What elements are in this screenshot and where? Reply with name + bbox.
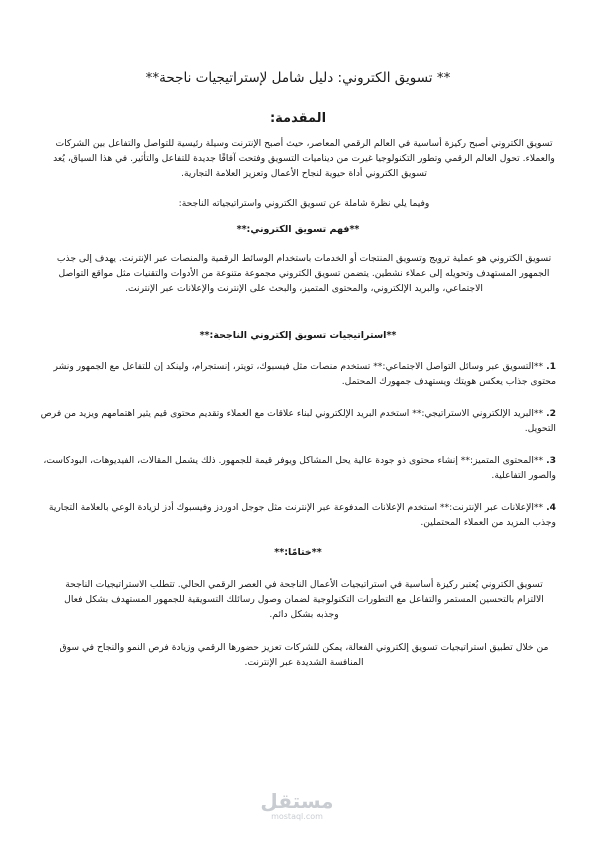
strategy-number: 3. [546,455,556,466]
document-title: ** تسويق الكتروني: دليل شامل لإستراتيجيات ناجحة** [145,70,451,86]
conclusion-heading: **ختامًا:** [274,547,322,558]
strategy-item [40,359,556,389]
intro-paragraph: تسويق الكتروني أصبح ركيزة أساسية في العالم الرقمي المعاصر، حيث أصبح الإنترنت وسيلة رئيسية للتواصل والتفاعل بين الشركات والعملاء. تحول العالم الرقمي وتطور التكنولوجيا غيرت من ديناميات التسويق وفتحت آفاقًا جديدة للتفاعل والتأثير. في هذا السياق، يُعد تسويق الكتروني أداة حيوية لنجاح الأعمال وتعزيز العلامة التجارية. [53,138,555,179]
watermark-logo-text: مستقل [260,789,334,813]
conclusion-paragraph-1: تسويق الكتروني يُعتبر ركيزة أساسية في استراتيجيات الأعمال الناجحة في العصر الرقمي الحالي. تتطلب الاستراتيجيات الناجحة الالتزام بالتحسين المستمر والتفاعل مع التطورات التكنولوجية لضمان وصول رسائلك التسويقية للجمهور المستهدف بشكل فعال وجذبه بشكل دائم. [64,579,544,620]
strategy-number: 4. [546,502,556,513]
strategy-text: **المحتوى المتميز:** إنشاء محتوى ذو جودة عالية يحل المشاكل ويوفر قيمة للجمهور. ذلك يشمل المقالات، الفيديوهات، البودكاست، والصور التفاعلية. [43,455,556,481]
strategy-text: **الإعلانات عبر الإنترنت:** استخدم الإعلانات المدفوعة عبر الإنترنت مثل جوجل ادوردز وفيسبوك أدز لزيادة الوعي بالعلامة التجارية وجذب المزيد من العملاء المحتملين. [48,502,556,528]
strategy-item [40,453,556,483]
strategy-number: 1. [546,361,556,372]
strategy-text: **البريد الإلكتروني الاستراتيجي:** استخدم البريد الإلكتروني لبناء علاقات مع العملاء وتقديم محتوى قيم يثير اهتمامهم ويزيد من فرص التحويل. [40,408,556,434]
strategy-text: **التسويق عبر وسائل التواصل الاجتماعي:** تستخدم منصات مثل فيسبوك، تويتر، إنستجرام، ولينكد إن للتفاعل مع الجمهور ونشر محتوى جذاب يعكس هويتك ويستهدف جمهورك المحتمل. [53,361,556,387]
understanding-paragraph: تسويق الكتروني هو عملية ترويج وتسويق المنتجات أو الخدمات باستخدام الوسائط الرقمية والمنصات عبر الإنترنت. يهدف إلى جذب الجمهور المستهدف وتحويله إلى عملاء نشطين. يتضمن تسويق الكتروني مجموعة متنوعة من الأدوات والتقنيات مثل مواقع التواصل الاجتماعي، والبريد الإلكتروني، والمحتوى المتميز، والبحث على الإنترنت والإعلانات عبر الإنترنت. [56,253,552,294]
intro-lead-in: وفيما يلي نظرة شاملة عن تسويق الكتروني واستراتيجياته الناجحة: [178,198,430,209]
intro-heading: المقدمة: [269,111,327,126]
strategy-item [40,500,556,530]
conclusion-paragraph-2: من خلال تطبيق استراتيجيات تسويق إلكتروني الفعالة، يمكن للشركات تعزيز حضورها الرقمي وزيادة فرص النمو والنجاح في سوق المنافسة الشديدة عبر الإنترنت. [59,642,549,668]
strategy-number: 2. [546,408,556,419]
strategy-item [40,406,556,436]
watermark-site: mostaql.com [271,812,323,821]
mostaql-watermark-logo [252,790,342,822]
understanding-heading: **فهم تسويق الكتروني:** [236,224,360,235]
strategies-heading: **استراتيجيات تسويق إلكتروني الناجحة:** [199,330,397,341]
